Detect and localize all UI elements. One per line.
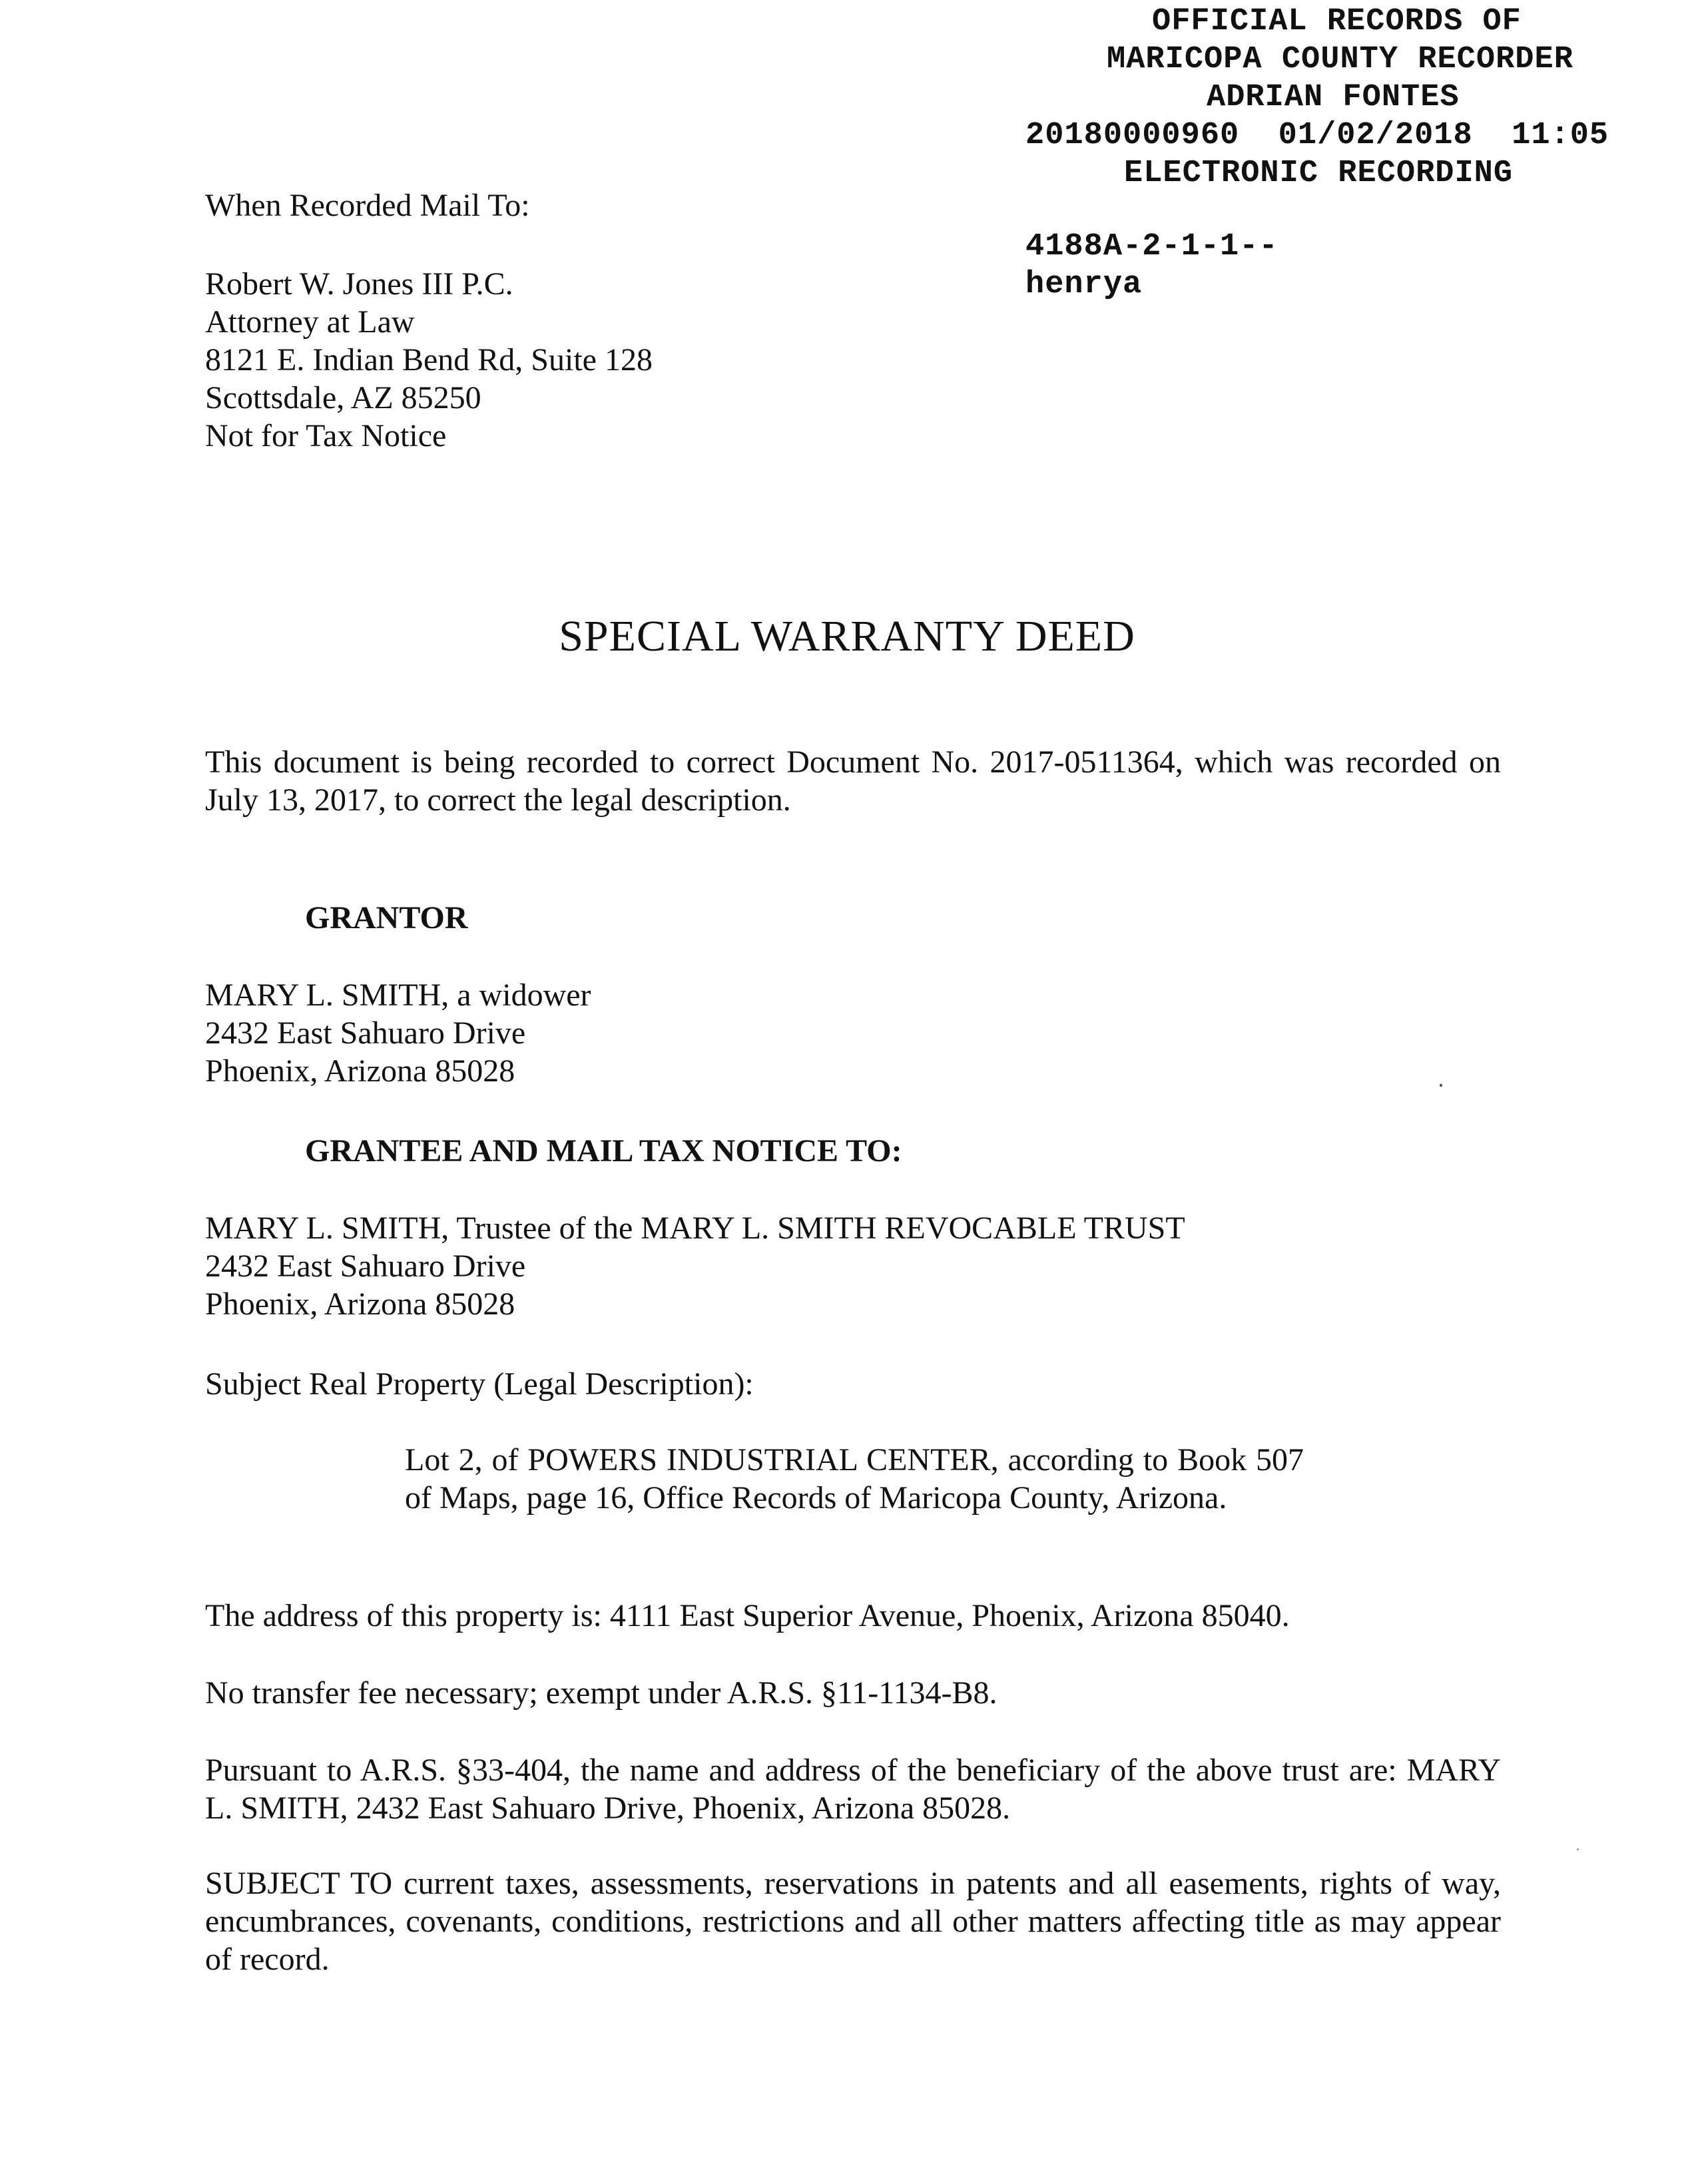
grantee-line: Phoenix, Arizona 85028 — [205, 1286, 515, 1322]
grantor-heading: GRANTOR — [305, 900, 468, 936]
mail-to-label: When Recorded Mail To: — [205, 188, 530, 223]
property-address: The address of this property is: 4111 East Superior Avenue, Phoenix, Arizona 85040. — [205, 1598, 1290, 1633]
grantor-line: 2432 East Sahuaro Drive — [205, 1015, 526, 1051]
mail-to-line: Attorney at Law — [205, 304, 415, 340]
grantor-line: Phoenix, Arizona 85028 — [205, 1053, 515, 1089]
stamp-line-official-records: OFFICIAL RECORDS OF — [1152, 4, 1522, 39]
legal-description: Lot 2, of POWERS INDUSTRIAL CENTER, according to Book 507 of Maps, page 16, Office Records of Maricopa County, Arizona. — [405, 1442, 1304, 1515]
stray-mark — [1577, 1848, 1579, 1850]
stamp-line-recording-type: ELECTRONIC RECORDING — [1124, 156, 1514, 191]
grantee-line: MARY L. SMITH, Trustee of the MARY L. SMITH REVOCABLE TRUST — [205, 1211, 1185, 1246]
recording-code — [1025, 228, 1278, 304]
stamp-line-document-number-date: 20180000960 01/02/2018 11:05 — [1025, 118, 1609, 153]
subject-to-paragraph: SUBJECT TO current taxes, assessments, reservations in patents and all easements, rights of way, encumbrances, covenants, conditions, restrictions and all other matters affecting title as may appear of record. — [205, 1866, 1501, 1977]
mail-to-line: Not for Tax Notice — [205, 418, 447, 453]
recording-user-line: henrya — [1025, 267, 1143, 302]
recorder-stamp — [1025, 3, 1691, 192]
stamp-line-recorder-name: ADRIAN FONTES — [1207, 80, 1460, 115]
grantee-block — [205, 1209, 1185, 1323]
recording-code-line: 4188A-2-1-1-- — [1025, 229, 1278, 264]
grantee-heading: GRANTEE AND MAIL TAX NOTICE TO: — [305, 1133, 902, 1169]
beneficiary-paragraph: Pursuant to A.R.S. §33-404, the name and address of the beneficiary of the above trust are: MARY L. SMITH, 2432 East Sahuaro Drive, Phoenix, Arizona 85028. — [205, 1753, 1501, 1826]
grantor-line: MARY L. SMITH, a widower — [205, 977, 591, 1013]
mail-to-address — [205, 265, 653, 455]
grantee-line: 2432 East Sahuaro Drive — [205, 1248, 526, 1284]
stamp-line-county-recorder: MARICOPA COUNTY RECORDER — [1107, 42, 1573, 77]
stray-mark — [1440, 1084, 1442, 1087]
subject-property-label: Subject Real Property (Legal Description): — [205, 1366, 754, 1402]
mail-to-line: 8121 E. Indian Bend Rd, Suite 128 — [205, 342, 653, 378]
transfer-fee-exemption: No transfer fee necessary; exempt under A.R.S. §11-1134-B8. — [205, 1675, 997, 1711]
correction-paragraph: This document is being recorded to correct Document No. 2017-0511364, which was recorded on July 13, 2017, to correct the legal description. — [205, 744, 1501, 818]
grantor-block — [205, 976, 591, 1090]
document-title: SPECIAL WARRANTY DEED — [559, 612, 1135, 661]
mail-to-line: Robert W. Jones III P.C. — [205, 266, 513, 302]
mail-to-line: Scottsdale, AZ 85250 — [205, 380, 481, 415]
